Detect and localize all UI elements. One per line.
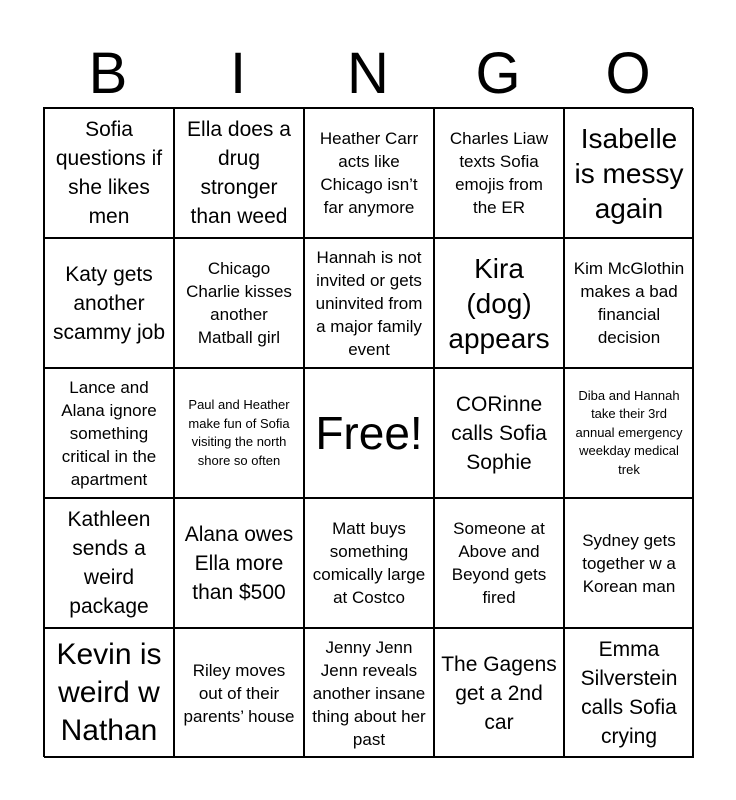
bingo-card <box>43 107 693 757</box>
cell-text: Hannah is not invited or gets uninvited from a major family event <box>315 247 423 359</box>
cell-text: Someone at Above and Beyond gets fired <box>451 519 547 607</box>
cell-text: Kevin is weird w Nathan <box>56 638 162 747</box>
cell-text: Matt buys something comically large at Costco <box>312 519 426 607</box>
cell-text: Katy gets another scammy job <box>52 262 166 344</box>
cell-text: Isabelle is messy again <box>574 122 684 224</box>
bingo-cell[interactable] <box>564 108 694 238</box>
cell-text: Ella does a drug stronger than weed <box>187 118 291 228</box>
cell-text: Sofia questions if she likes men <box>55 118 163 228</box>
cell-text: Jenny Jenn Jenn reveals another insane thing about her past <box>312 637 426 749</box>
bingo-cell[interactable] <box>174 498 304 628</box>
bingo-cell[interactable] <box>174 628 304 758</box>
bingo-cell[interactable] <box>44 108 174 238</box>
header-letter-b: B <box>88 41 128 106</box>
bingo-cell[interactable] <box>564 238 694 368</box>
bingo-cell[interactable] <box>304 238 434 368</box>
bingo-cell[interactable] <box>304 628 434 758</box>
bingo-cell[interactable] <box>564 368 694 498</box>
bingo-cell[interactable] <box>434 368 564 498</box>
cell-text: Chicago Charlie kisses another Matball girl <box>186 259 292 347</box>
bingo-cell[interactable] <box>174 108 304 238</box>
bingo-cell[interactable] <box>174 368 304 498</box>
cell-text: Sydney gets together w a Korean man <box>582 530 676 596</box>
cell-text: Kathleen sends a weird package <box>67 508 151 618</box>
header-letter-g: G <box>475 41 521 106</box>
header-letter-o: O <box>605 41 651 106</box>
header-letter-i: I <box>229 41 247 106</box>
cell-text: Free! <box>315 407 423 459</box>
cell-text: Riley moves out of their parents’ house <box>183 660 295 726</box>
cell-text: CORinne calls Sofia Sophie <box>451 392 547 474</box>
cell-text: Alana owes Ella more than $500 <box>184 522 294 604</box>
cell-text: The Gagens get a 2nd car <box>441 652 557 734</box>
cell-text: Heather Carr acts like Chicago isn’t far anymore <box>319 129 419 217</box>
bingo-cell[interactable] <box>44 368 174 498</box>
cell-text: Diba and Hannah take their 3rd annual emergency weekday medical trek <box>575 387 683 477</box>
bingo-header <box>43 40 693 108</box>
cell-text: Emma Silverstein calls Sofia crying <box>580 638 678 748</box>
bingo-cell[interactable] <box>304 108 434 238</box>
bingo-cell[interactable] <box>564 628 694 758</box>
bingo-cell[interactable] <box>564 498 694 628</box>
bingo-cell[interactable] <box>44 238 174 368</box>
cell-text: Lance and Alana ignore something critical in the apartment <box>61 377 157 489</box>
bingo-cell[interactable] <box>434 238 564 368</box>
bingo-cell[interactable] <box>44 628 174 758</box>
cell-text: Paul and Heather make fun of Sofia visiting the north shore so often <box>188 397 290 468</box>
cell-text: Charles Liaw texts Sofia emojis from the ER <box>449 129 549 217</box>
bingo-cell[interactable] <box>44 498 174 628</box>
header-letter-n: N <box>347 41 389 106</box>
bingo-cell[interactable] <box>434 498 564 628</box>
bingo-cell[interactable] <box>174 238 304 368</box>
cell-text: Kim McGlothin makes a bad financial decision <box>573 259 685 347</box>
bingo-cell[interactable] <box>434 108 564 238</box>
bingo-cell[interactable] <box>434 628 564 758</box>
free-space-cell[interactable] <box>304 368 434 498</box>
bingo-cell[interactable] <box>304 498 434 628</box>
cell-text: Kira (dog) appears <box>448 252 550 354</box>
